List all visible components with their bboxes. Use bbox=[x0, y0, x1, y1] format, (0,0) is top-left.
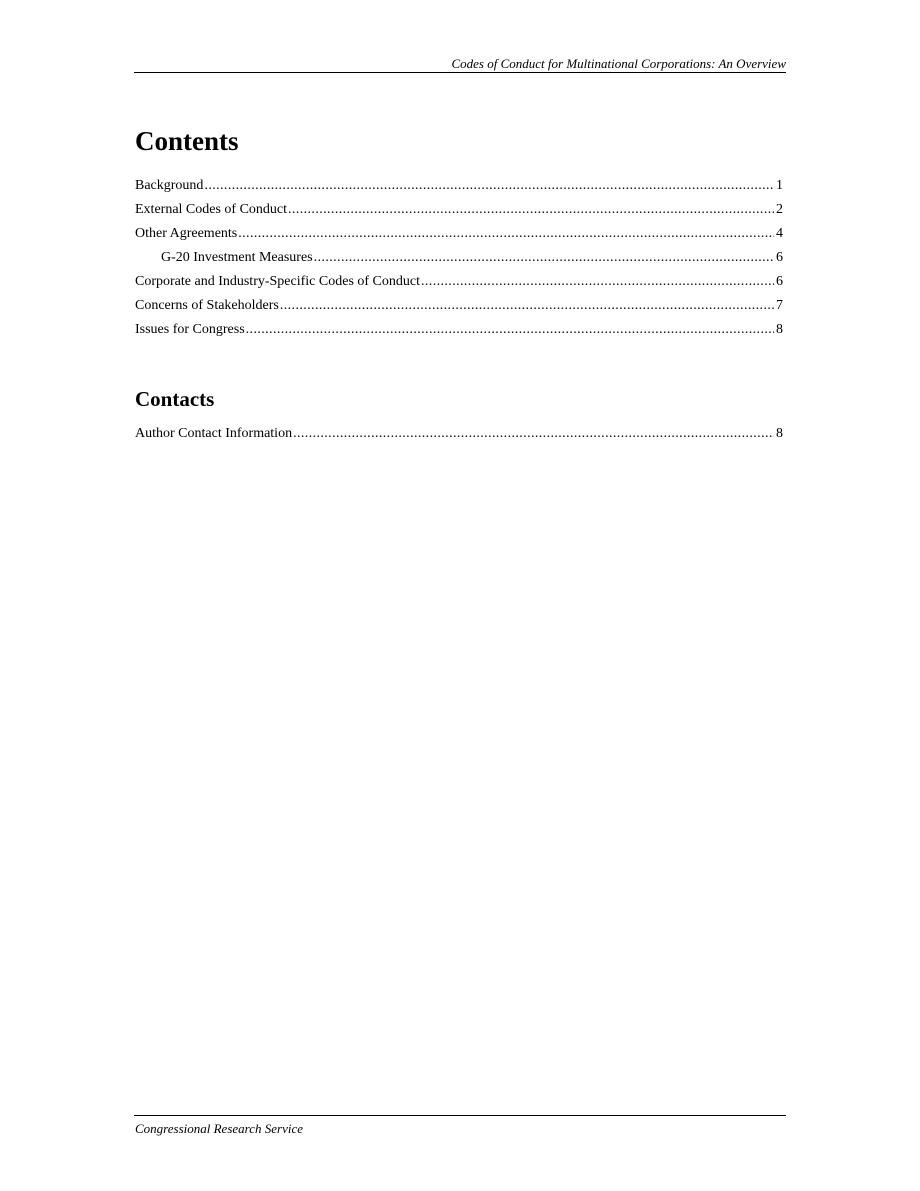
toc-entry-title: G-20 Investment Measures bbox=[161, 250, 313, 265]
toc-entry-title: Background bbox=[135, 178, 204, 193]
toc-dot-leader bbox=[204, 176, 774, 196]
toc-entry-page: 4 bbox=[776, 226, 783, 241]
toc-entry-page: 7 bbox=[776, 298, 783, 313]
toc-dot-leader bbox=[238, 224, 774, 244]
toc-entry[interactable] bbox=[135, 320, 783, 344]
toc-dot-leader bbox=[280, 296, 774, 316]
running-header: Codes of Conduct for Multinational Corporations: An Overview bbox=[451, 56, 786, 71]
toc-entry-title: External Codes of Conduct bbox=[135, 202, 288, 217]
toc-dot-leader bbox=[314, 248, 774, 268]
toc-entry-title: Issues for Congress bbox=[135, 322, 245, 337]
toc-dot-leader bbox=[421, 272, 774, 292]
toc-entry[interactable] bbox=[135, 224, 783, 248]
toc-entry[interactable] bbox=[135, 272, 783, 296]
toc-entry-title: Other Agreements bbox=[135, 226, 238, 241]
toc-entry-page: 6 bbox=[776, 274, 783, 289]
toc-entry-page: 1 bbox=[776, 178, 783, 193]
contents-list bbox=[135, 176, 783, 344]
contacts-list bbox=[135, 424, 783, 448]
toc-entry-title: Corporate and Industry-Specific Codes of Conduct bbox=[135, 274, 420, 289]
toc-entry[interactable] bbox=[135, 248, 783, 272]
toc-entry-page: 8 bbox=[776, 426, 783, 441]
toc-dot-leader bbox=[288, 200, 774, 220]
toc-entry-page: 8 bbox=[776, 322, 783, 337]
toc-entry[interactable] bbox=[135, 176, 783, 200]
footer-organization: Congressional Research Service bbox=[135, 1121, 303, 1136]
toc-entry[interactable] bbox=[135, 424, 783, 448]
toc-entry-title: Concerns of Stakeholders bbox=[135, 298, 279, 313]
contacts-heading: Contacts bbox=[135, 387, 215, 411]
toc-dot-leader bbox=[293, 424, 774, 444]
toc-dot-leader bbox=[246, 320, 774, 340]
toc-entry[interactable] bbox=[135, 200, 783, 224]
toc-entry[interactable] bbox=[135, 296, 783, 320]
footer-rule bbox=[134, 1115, 786, 1116]
toc-entry-title: Author Contact Information bbox=[135, 426, 293, 441]
toc-entry-page: 6 bbox=[776, 250, 783, 265]
header-rule bbox=[134, 72, 786, 73]
toc-entry-page: 2 bbox=[776, 202, 783, 217]
contents-heading: Contents bbox=[135, 126, 239, 156]
